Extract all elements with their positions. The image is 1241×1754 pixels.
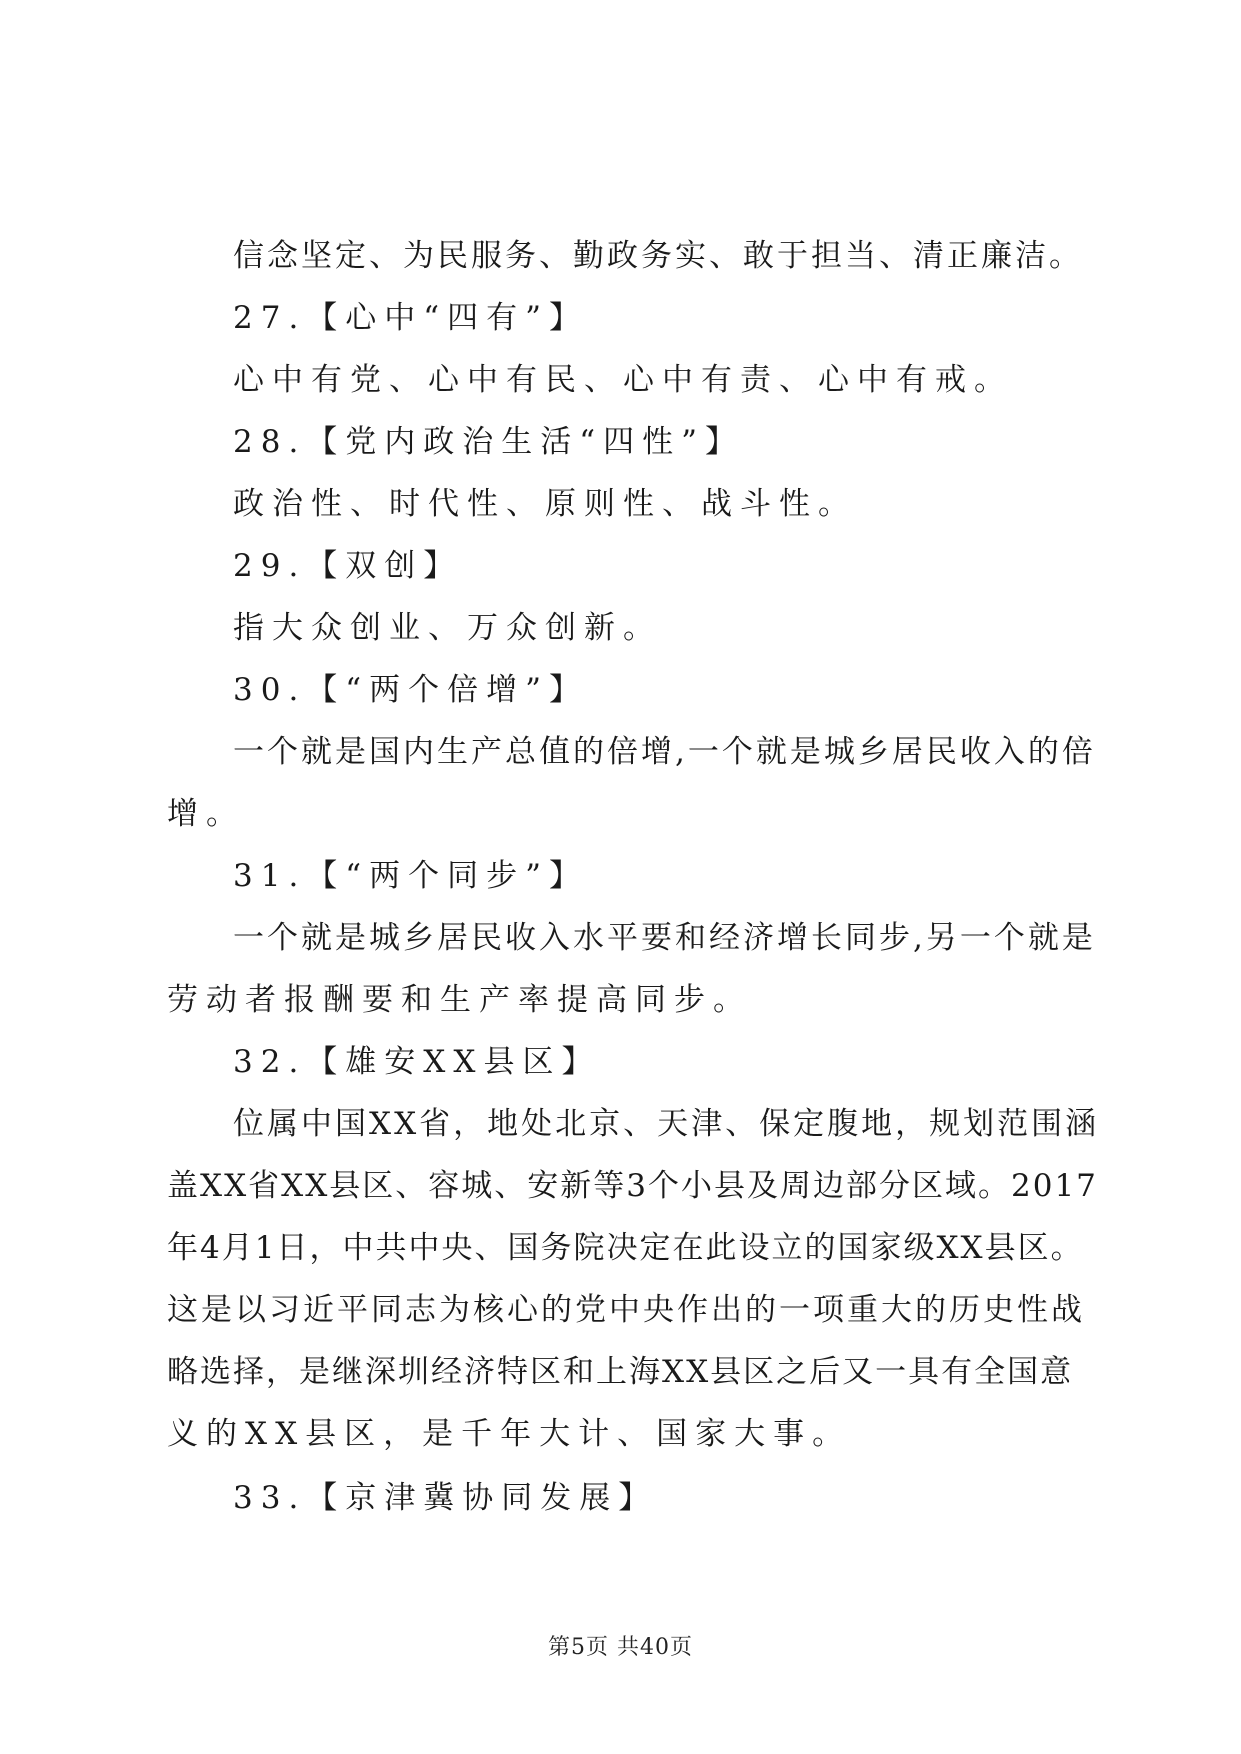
- section-heading-29: 29.【双创】: [233, 548, 463, 584]
- section-heading-28: 28.【党内政治生活“四性”】: [233, 424, 744, 460]
- section-heading-33: 33.【京津冀协同发展】: [233, 1480, 658, 1516]
- body-text-line: 政治性、时代性、原则性、战斗性。: [233, 486, 857, 522]
- body-text-line: 年4月1日，中共中央、国务院决定在此设立的国家级XX县区。: [167, 1230, 1084, 1266]
- section-heading-27: 27.【心中“四有”】: [233, 300, 588, 336]
- section-heading-30: 30.【“两个倍增”】: [233, 672, 588, 708]
- body-text-line: 义的XX县区，是千年大计、国家大事。: [167, 1416, 852, 1452]
- body-text-line: 这是以习近平同志为核心的党中央作出的一项重大的历史性战: [167, 1292, 1085, 1328]
- body-text-line: 位属中国XX省，地处北京、天津、保定腹地，规划范围涵: [233, 1106, 1100, 1142]
- body-text-line: 一个就是城乡居民收入水平要和经济增长同步,另一个就是: [233, 920, 1096, 956]
- body-text-line: 信念坚定、为民服务、勤政务实、敢于担当、清正廉洁。: [233, 238, 1083, 274]
- body-text-line: 心中有党、心中有民、心中有责、心中有戒。: [233, 362, 1013, 398]
- section-heading-32: 32.【雄安XX县区】: [233, 1044, 601, 1080]
- body-text-line: 略选择，是继深圳经济特区和上海XX县区之后又一具有全国意: [167, 1354, 1074, 1390]
- body-text-line: 劳动者报酬要和生产率提高同步。: [167, 982, 752, 1018]
- section-heading-31: 31.【“两个同步”】: [233, 858, 588, 894]
- body-text-line: 指大众创业、万众创新。: [233, 610, 662, 646]
- body-text-line: 增。: [167, 796, 245, 832]
- page-number-footer: 第5页 共40页: [548, 1635, 693, 1660]
- body-text-line: 一个就是国内生产总值的倍增,一个就是城乡居民收入的倍: [233, 734, 1096, 770]
- body-text-line: 盖XX省XX县区、容城、安新等3个小县及周边部分区域。2017: [167, 1168, 1098, 1204]
